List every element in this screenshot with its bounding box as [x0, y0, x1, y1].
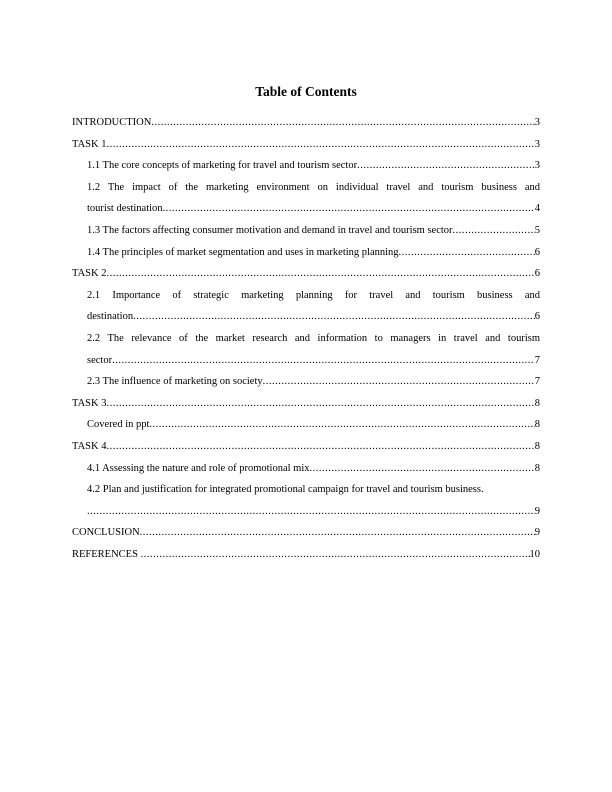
toc-entry-page: 8 [534, 419, 540, 431]
dot-leader [357, 155, 535, 177]
toc-entry-introduction[interactable] [72, 112, 540, 134]
toc-entry-text: 1.3 The factors affecting consumer motivation and demand in travel and tourism sector [87, 224, 453, 236]
toc-entry-covered-in-ppt[interactable] [72, 414, 540, 436]
toc-entry-text: TASK 2 [72, 268, 107, 280]
dot-leader [106, 436, 534, 458]
toc-entry-task-4[interactable] [72, 436, 540, 458]
toc-entry-text: Covered in ppt [87, 419, 150, 431]
toc-entry-1-2[interactable] [72, 177, 540, 220]
toc-entry-text-line1: 1.2 The impact of the marketing environment on individual travel and tourism business and [87, 181, 540, 193]
toc-entry-page: 7 [534, 376, 540, 388]
toc-entry-page: 8 [534, 462, 540, 474]
dot-leader [106, 263, 534, 285]
toc-entry-references[interactable] [72, 544, 540, 566]
toc-entry-line2 [87, 501, 540, 523]
toc-entry-text-line1: 4.2 Plan and justification for integrated promotional campaign for travel and tourism business. [87, 484, 484, 496]
toc-entry-text: 2.3 The influence of marketing on society [87, 376, 263, 388]
dot-leader [106, 134, 534, 156]
toc-entry-text-line2: tourist destination [87, 203, 163, 215]
toc-entry-2-2[interactable] [72, 328, 540, 371]
toc-entry-page: 8 [534, 397, 540, 409]
toc-entry-page: 6 [534, 268, 540, 280]
toc-entry-page: 4 [534, 203, 540, 215]
toc-entry-conclusion[interactable] [72, 522, 540, 544]
toc-entry-page: 3 [534, 138, 540, 150]
toc-entry-1-3[interactable] [72, 220, 540, 242]
toc-entry-line2 [87, 198, 540, 220]
toc-entry-line2 [87, 306, 540, 328]
toc-entry-page: 3 [534, 117, 540, 128]
dot-leader [140, 522, 535, 544]
toc-entry-text: TASK 1 [72, 138, 107, 150]
toc-entry-text: TASK 4 [72, 440, 107, 452]
toc-entry-text: CONCLUSION [72, 527, 140, 539]
toc-entry-text: 1.4 The principles of market segmentation and uses in marketing planning [87, 246, 399, 258]
dot-leader [399, 242, 535, 264]
toc-entry-text: INTRODUCTION [72, 117, 152, 128]
toc-entry-1-4[interactable] [72, 242, 540, 264]
dot-leader [149, 414, 534, 436]
toc-entry-line2 [87, 350, 540, 372]
toc-entry-page: 9 [534, 527, 540, 539]
toc-entry-4-2[interactable] [72, 479, 540, 522]
dot-leader [453, 220, 535, 242]
toc-entry-2-1[interactable] [72, 285, 540, 328]
dot-leader [151, 112, 534, 134]
toc-entry-task-1[interactable] [72, 134, 540, 156]
toc-entry-2-3[interactable] [72, 371, 540, 393]
toc-entry-text: TASK 3 [72, 397, 107, 409]
toc-entry-page: 10 [529, 548, 540, 560]
toc-entry-text: REFERENCES [72, 548, 141, 560]
table-of-contents [72, 112, 540, 565]
toc-entry-page: 6 [534, 311, 540, 323]
dot-leader [263, 371, 535, 393]
toc-entry-task-3[interactable] [72, 393, 540, 415]
toc-entry-text-line2: sector [87, 354, 113, 366]
dot-leader [112, 350, 535, 372]
toc-entry-text-line1: 2.1 Importance of strategic marketing planning for travel and tourism business and [87, 289, 540, 301]
toc-entry-4-1[interactable] [72, 458, 540, 480]
dot-leader [310, 458, 535, 480]
toc-entry-text: 4.1 Assessing the nature and role of promotional mix [87, 462, 310, 474]
toc-entry-text-line2: destination [87, 311, 134, 323]
dot-leader [106, 393, 534, 415]
toc-entry-page: 3 [534, 160, 540, 172]
dot-leader [141, 544, 530, 566]
dot-leader [133, 306, 535, 328]
toc-entry-page: 8 [534, 440, 540, 452]
toc-entry-page: 5 [534, 224, 540, 236]
toc-entry-1-1[interactable] [72, 155, 540, 177]
toc-entry-page: 6 [534, 246, 540, 258]
dot-leader [163, 198, 535, 220]
dot-leader [87, 501, 535, 523]
toc-entry-task-2[interactable] [72, 263, 540, 285]
toc-entry-text: 1.1 The core concepts of marketing for travel and tourism sector [87, 160, 358, 172]
toc-title: Table of Contents [255, 84, 357, 99]
toc-entry-page: 7 [534, 354, 540, 366]
toc-entry-text-line1: 2.2 The relevance of the market research and information to managers in travel and tourism [87, 332, 540, 344]
toc-entry-page: 9 [534, 505, 540, 517]
